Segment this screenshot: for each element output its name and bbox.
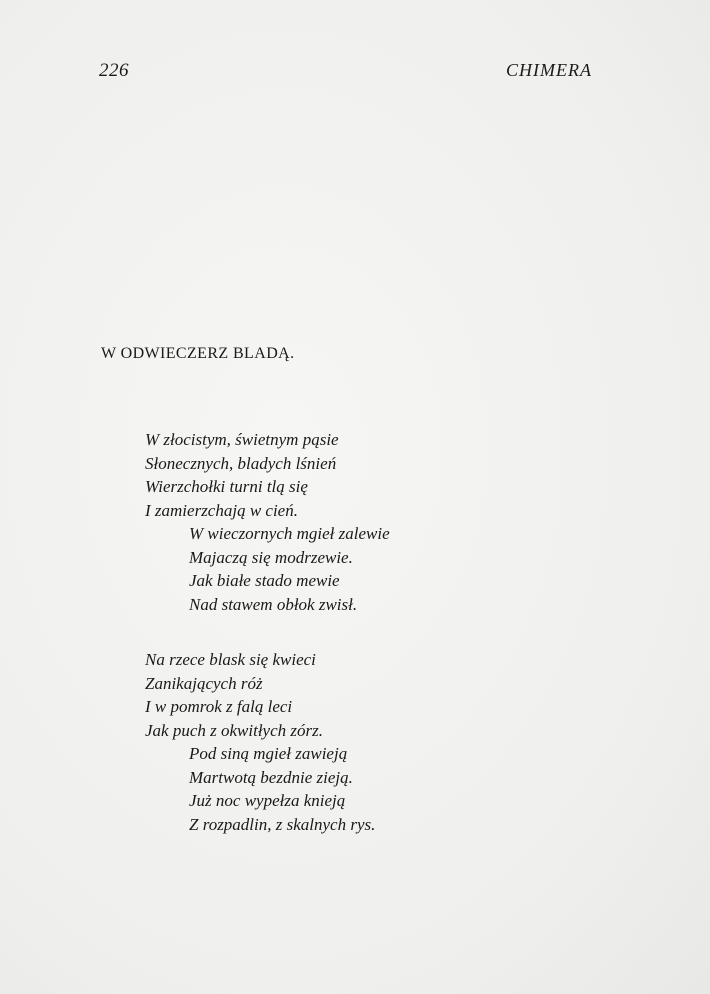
verse-line: Martwotą bezdnie zieją. — [189, 767, 353, 787]
poem-title: W ODWIECZERZ BLADĄ. — [101, 345, 295, 362]
page-number: 226 — [99, 60, 129, 81]
verse-line: I zamierzchają w cień. — [145, 500, 298, 520]
verse-line: Majaczą się modrzewie. — [189, 547, 353, 567]
verse-line: Już noc wypełza knieją — [189, 791, 346, 810]
verse-line: W złocistym, świetnym pąsie — [145, 430, 339, 449]
running-head: CHIMERA — [506, 60, 592, 80]
verse-line: Jak białe stado mewie — [189, 571, 340, 590]
verse-line: Słonecznych, bladych lśnień — [145, 453, 337, 473]
stanza-1 — [0, 428, 390, 616]
verse-line: Wierzchołki turni tlą się — [145, 477, 308, 496]
verse-line: Nad stawem obłok zwisł. — [189, 594, 358, 614]
verse-line: Z rozpadlin, z skalnych rys. — [189, 814, 376, 834]
verse-line: Pod siną mgieł zawieją — [189, 744, 348, 763]
stanza-2 — [0, 648, 375, 836]
verse-line: Na rzece blask się kwieci — [145, 650, 316, 669]
verse-line: W wieczornych mgieł zalewie — [189, 524, 390, 543]
verse-line: I w pomrok z falą leci — [145, 697, 293, 716]
verse-line: Zanikających róż — [145, 673, 263, 693]
verse-line: Jak puch z okwitłych zórz. — [145, 720, 323, 740]
